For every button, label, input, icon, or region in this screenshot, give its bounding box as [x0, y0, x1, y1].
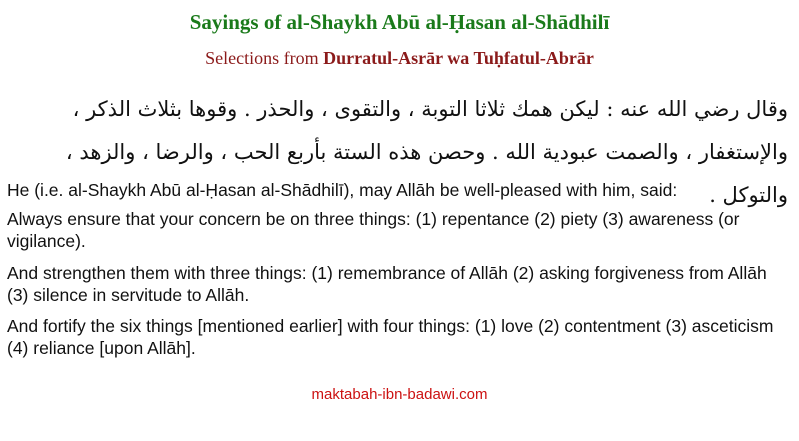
footer-website: maktabah-ibn-badawi.com [311, 386, 488, 403]
page-title: Sayings of al-Shaykh Abū al-Ḥasan al-Shādhilī [189, 10, 610, 34]
subtitle-work-title: Durratul-Asrār wa Tuḥfatul-Abrār [323, 48, 594, 68]
subtitle-prefix: Selections from [205, 48, 324, 68]
translation-paragraph-1: Always ensure that your concern be on three things: (1) repentance (2) piety (3) awareness (or vigilance). [7, 209, 740, 251]
translation-intro: He (i.e. al-Shaykh Abū al-Ḥasan al-Shādhilī), may Allāh be well-pleased with him, said: [7, 180, 678, 200]
translation-paragraph-3: And fortify the six things [mentioned earlier] with four things: (1) love (2) contentment (3) asceticism (4) reliance [upon Allāh]. [7, 316, 774, 358]
page-subtitle [0, 48, 799, 69]
arabic-quote: وقال رضي الله عنه : ليكن همك ثلاثا التوبة ، والتقوى ، والحذر . وقوها بثلاث الذكر ، والإستغفار ، والصمت عبودية الله . وحصن هذه الستة بأربع الحب ، والرضا ، والزهد ، والتوكل . [65, 97, 788, 207]
translation-paragraph-2: And strengthen them with three things: (1) remembrance of Allāh (2) asking forgiveness from Allāh (3) silence in servitude to Allāh. [7, 263, 767, 305]
